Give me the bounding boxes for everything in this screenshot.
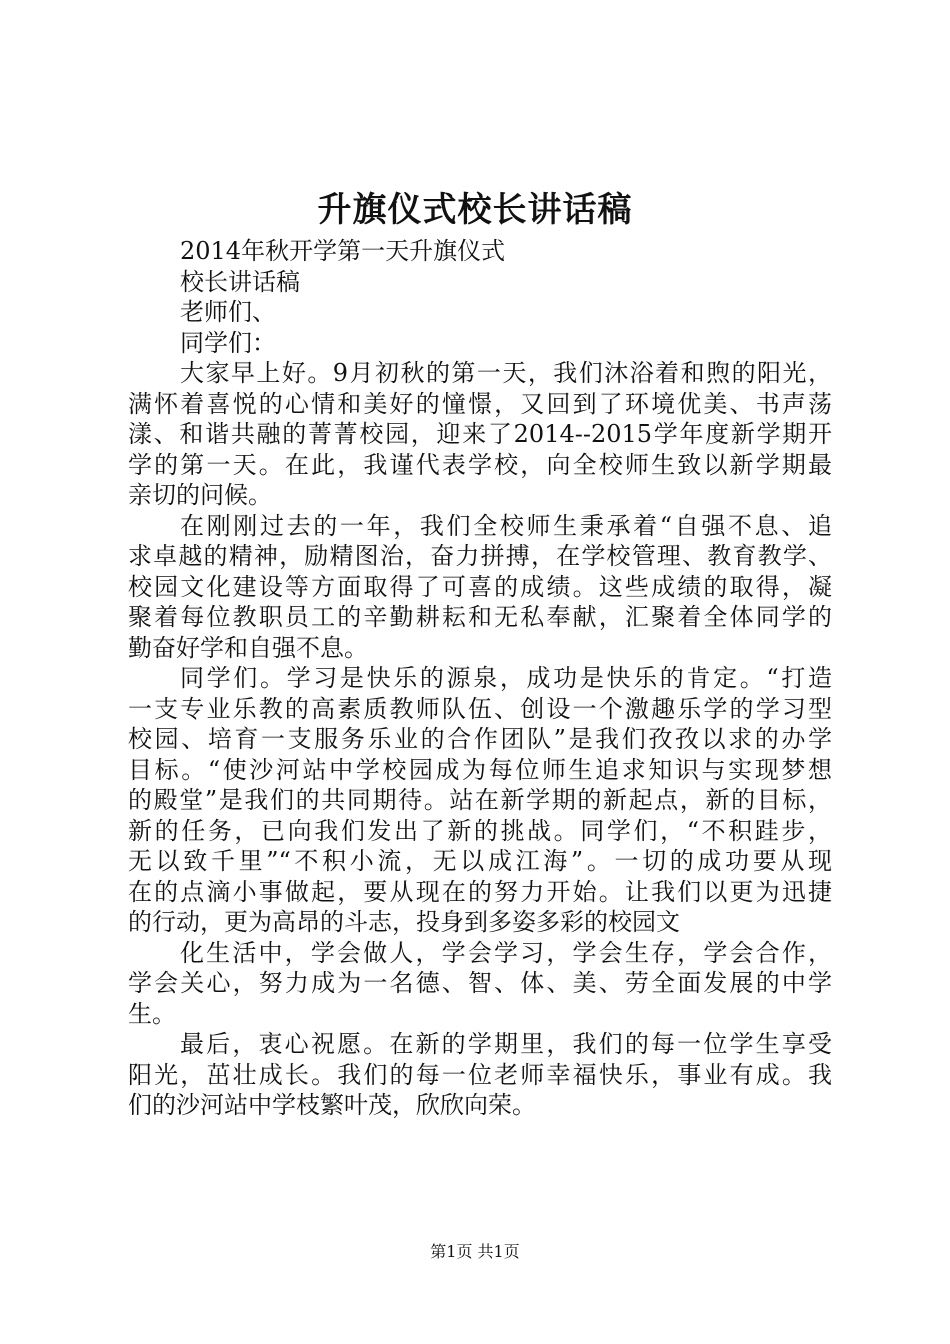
text-line: 校园、培育一支服务乐业的合作团队”是我们孜孜以求的办学 <box>128 725 832 753</box>
text-line: 同学们： <box>180 328 276 357</box>
text-line: 2014年秋开学第一天升旗仪式 <box>180 237 506 265</box>
text-line: 目标。“使沙河站中学校园成为每位师生追求知识与实现梦想 <box>128 755 832 784</box>
text-line: 漾、和谐共融的菁菁校园，迎来了2014--2015学年度新学期开 <box>128 420 832 448</box>
text-line: 一支专业乐教的高素质教师队伍、创设一个激趣乐学的学习型 <box>128 694 832 723</box>
document-body <box>128 236 832 1121</box>
text-line: 在刚刚过去的一年，我们全校师生秉承着“自强不息、追 <box>180 511 832 540</box>
text-line: 同学们。学习是快乐的源泉，成功是快乐的肯定。“打造 <box>180 664 832 692</box>
text-line: 亲切的问候。 <box>128 481 272 509</box>
text-line: 勤奋好学和自强不息。 <box>128 633 368 662</box>
text-line: 化生活中，学会做人，学会学习，学会生存，学会合作， <box>180 938 832 967</box>
text-line: 的殿堂”是我们的共同期待。站在新学期的新起点，新的目标， <box>128 786 832 814</box>
text-line: 学的第一天。在此，我谨代表学校，向全校师生致以新学期最 <box>128 450 832 479</box>
text-line: 老师们、 <box>180 298 276 326</box>
text-line: 在的点滴小事做起，要从现在的努力开始。让我们以更为迅捷 <box>128 877 832 906</box>
text-line: 聚着每位教职员工的辛勤耕耘和无私奉献，汇聚着全体同学的 <box>128 603 832 631</box>
text-line: 们的沙河站中学枝繁叶茂，欣欣向荣。 <box>128 1091 536 1119</box>
text-line: 生。 <box>128 999 176 1028</box>
text-line: 大家早上好。9月初秋的第一天，我们沐浴着和煦的阳光， <box>180 359 832 387</box>
document-title: 升旗仪式校长讲话稿 <box>317 190 633 230</box>
text-line: 满怀着喜悦的心情和美好的憧憬，又回到了环境优美、书声荡 <box>128 389 832 418</box>
text-line: 最后，衷心祝愿。在新的学期里，我们的每一位学生享受 <box>180 1030 832 1058</box>
text-line: 校长讲话稿 <box>180 267 300 296</box>
text-line: 的行动，更为高昂的斗志，投身到多姿多彩的校园文 <box>128 908 680 936</box>
page-footer: 第1页 共1页 <box>430 1242 520 1261</box>
text-line: 求卓越的精神，励精图治，奋力拼搏，在学校管理、教育教学、 <box>128 542 832 570</box>
text-line: 新的任务，已向我们发出了新的挑战。同学们，“不积跬步， <box>128 816 832 845</box>
text-line: 阳光，茁壮成长。我们的每一位老师幸福快乐，事业有成。我 <box>128 1060 832 1089</box>
text-line: 学会关心，努力成为一名德、智、体、美、劳全面发展的中学 <box>128 969 832 997</box>
text-line: 无以致千里”“不积小流，无以成江海”。一切的成功要从现 <box>128 847 832 875</box>
text-line: 校园文化建设等方面取得了可喜的成绩。这些成绩的取得，凝 <box>128 572 832 601</box>
